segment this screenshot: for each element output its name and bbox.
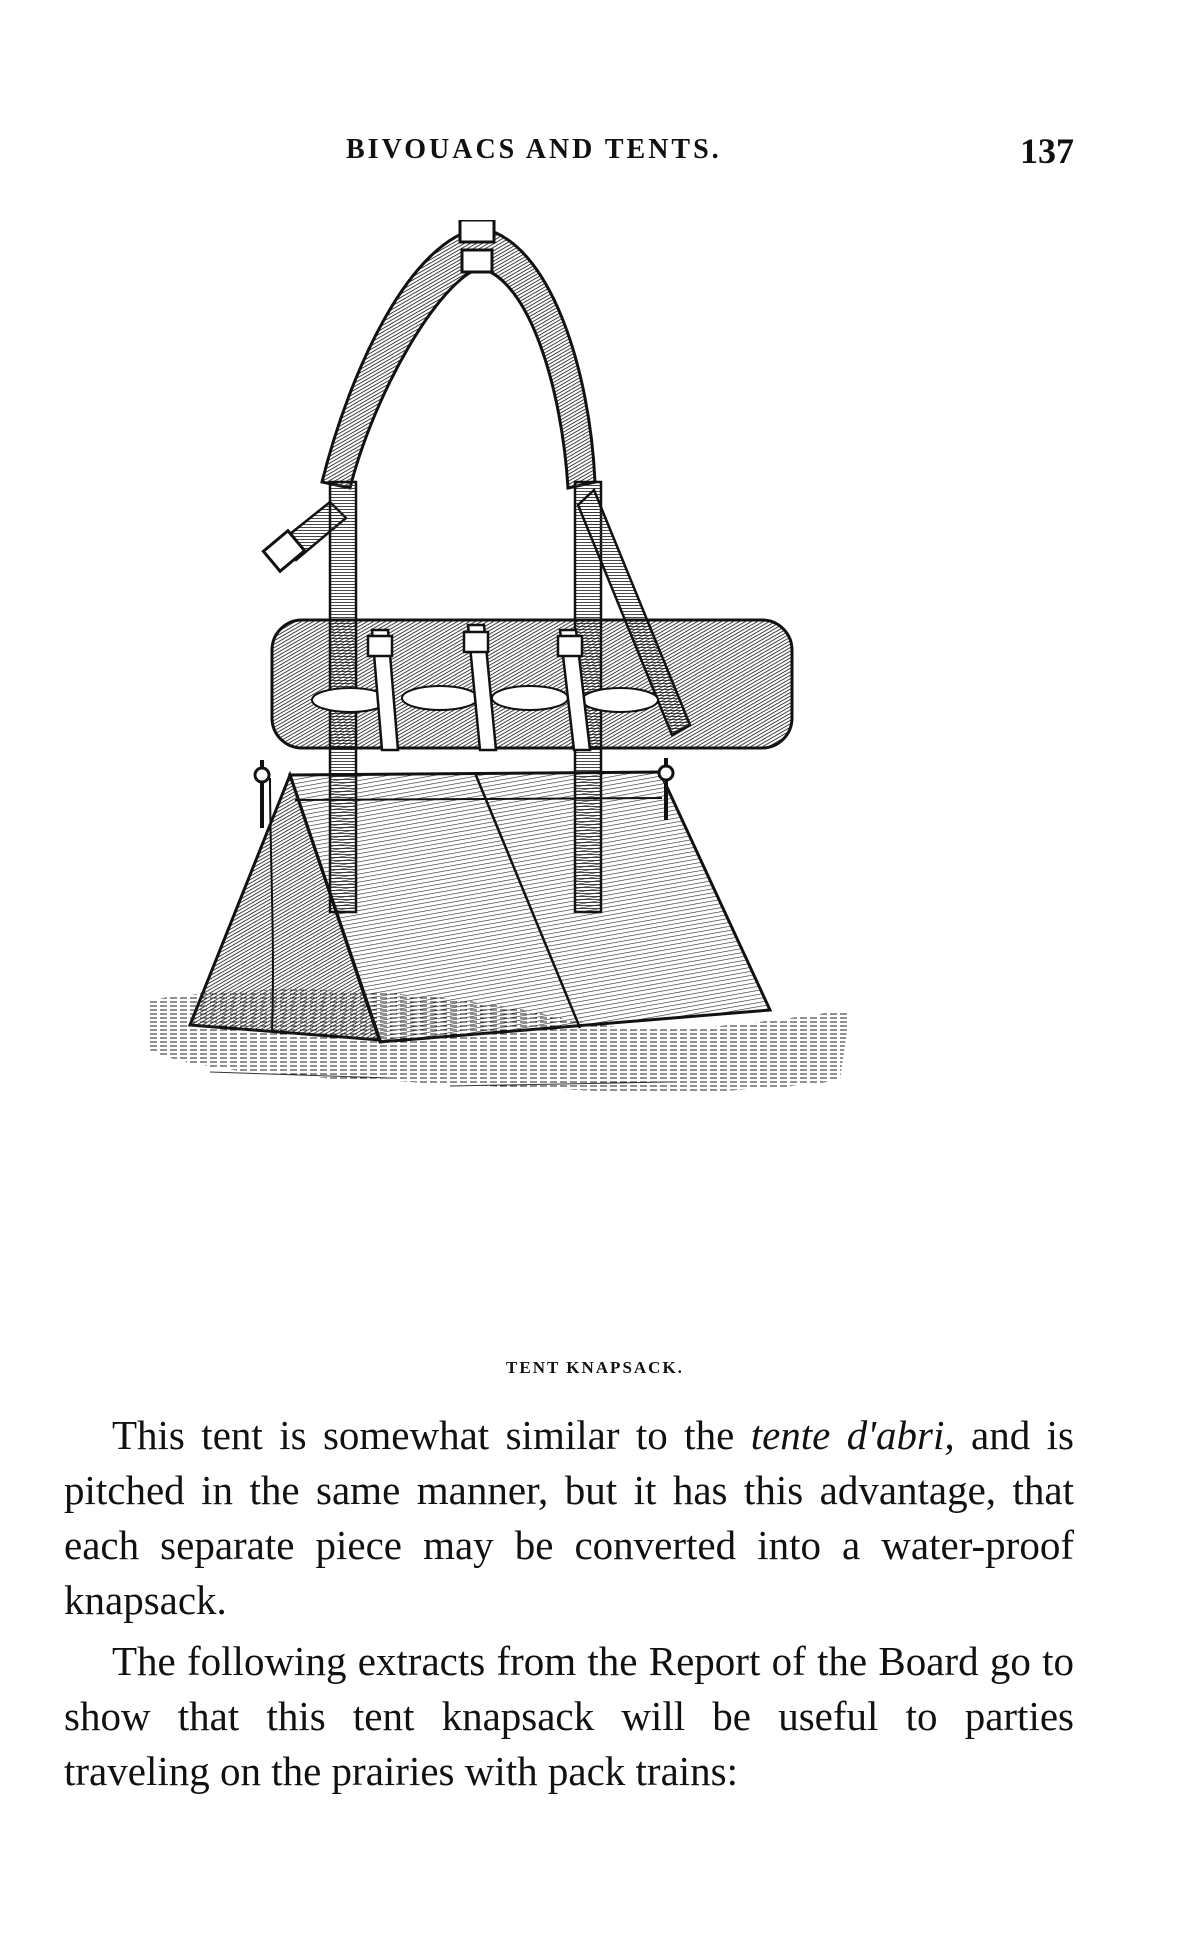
rolled-knapsack [272,620,792,750]
engraving-svg [150,220,1000,1340]
page-number: 137 [1020,131,1074,171]
running-title: BIVOUACS AND TENTS. [346,134,722,165]
paragraph-1-rest: and is pitched in the same manner, but it has this advantage, that each separate piece may be converted into a water-proof knapsack. [64,1412,1075,1623]
paragraph-1 [64,1408,1074,1628]
running-head [64,130,1074,174]
shoulder-yoke [322,220,595,488]
tent-knapsack-illustration [150,220,1000,1340]
paragraph-2: The following extracts from the Report of the Board go to show that this tent knapsack will be useful to parties traveling on the prairies with pack trains: [64,1638,1074,1794]
body-text [64,1408,1074,1799]
paragraph-1-italic-term: tente d'abri, [750,1412,955,1458]
figure-caption: TENT KNAPSACK. [506,1358,684,1377]
paragraph-1-lead: This tent is somewhat similar to the [112,1412,751,1458]
